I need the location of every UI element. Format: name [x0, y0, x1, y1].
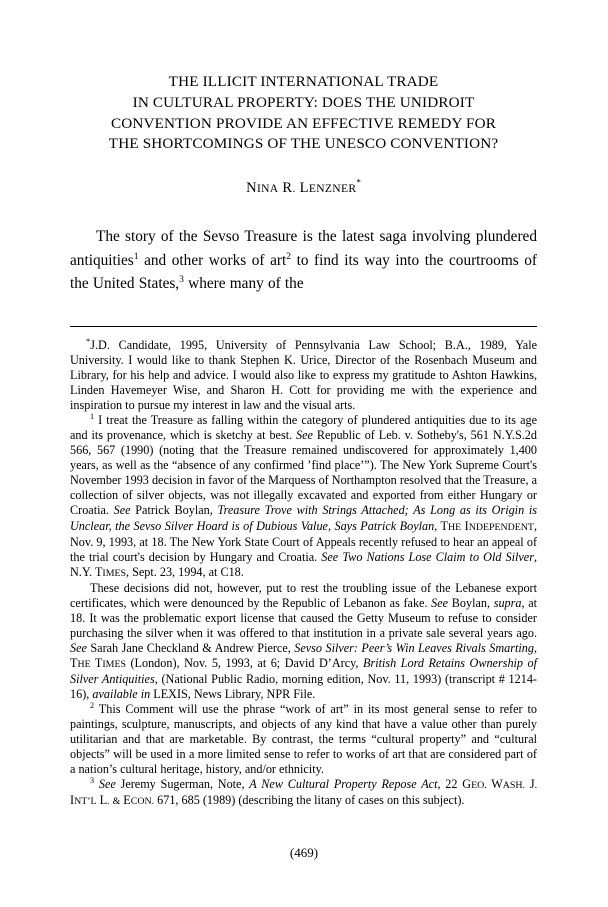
title-line-2: IN CULTURAL PROPERTY: DOES THE UNIDROIT: [132, 93, 475, 111]
footnote-divider-rule: [70, 326, 537, 327]
article-title: [70, 72, 537, 155]
page-content: [70, 0, 537, 809]
page-number: (469): [289, 845, 319, 860]
footnote-1-para-2: These decisions did not, however, put to rest the troubling issue of the Lebanese export certificates, which were denounced by the Republic of Lebanon as fake. See Boylan, supra, at 18. It was the problematic export license that caused the Getty Museum to refuse to consider purchasing the silver when it was offered to that institution in a private sale several years ago. See Sarah Jane Checkland & Andrew Pierce, Sevso Silver: Peer’s Win Leaves Rivals Smarting, THE TIMES (London), Nov. 5, 1993, at 6; David D’Arcy, British Lord Retains Ownership of Silver Antiquities, (National Public Radio, morning edition, Nov. 11, 1993) (transcript # 1214-16), available in LEXIS, News Library, NPR File.: [70, 580, 538, 702]
author-footnote-marker: *: [356, 177, 361, 188]
footnote-star: *J.D. Candidate, 1995, University of Pennsylvania Law School; B.A., 1989, Yale University. I would like to thank Stephen K. Urice, Director of the Rosenbach Museum and Library, for his help and advice. I would also like to express my gratitude to Ashton Hawkins, Linden Havemeyer Wise, and Sharon H. Cott for providing me with the experience and inspiration to pursue my interest in law and the visual arts.: [70, 335, 537, 413]
footnote-3: $^3$ See Jeremy Sugerman, Note, A New Cultural Property Repose Act, 22 GEO. WASH. J. INT’L L. & ECON. 671, 685 (1989) (describing the litany of cases on this subject).: [70, 776, 538, 808]
title-line-3: CONVENTION PROVIDE AN EFFECTIVE REMEDY FOR: [110, 114, 496, 132]
footnote-1-para-1: $^1$ I treat the Treasure as falling within the category of plundered antiquities due to its age and its provenance, which is sketchy at best. See Republic of Leb. v. Sotheby's, 561 N.Y.S.2d 566, 567 (1990) (noting that the Treasure remained undiscovered for approximately 1,400 years, as well as the “absence of any confirmed ’find place’”). The New York Supreme Court's November 1993 decision in favor of the Marquess of Northampton resolved that the Treasure, a collection of silver objects, was not illegally excavated and exported from either Hungary or Croatia. See Patrick Boylan, Treasure Trove with Strings Attached; As Long as its Origin is Unclear, the Sevso Silver Hoard is of Dubious Value, Says Patrick Boylan, THE INDEPENDENT, Nov. 9, 1993, at 18. The New York State Court of Appeals recently refused to hear an appeal of the trial court's decision by Hungary and Croatia. See Two Nations Lose Claim to Old Silver, N.Y. TIMES, Sept. 23, 1994, at C18.: [70, 412, 538, 579]
body-paragraph: The story of the Sevso Treasure is the latest saga involving plundered antiquities$^1$ and other works of art$^2$ to find its way into the courtrooms of the United States,$^3$ where many of the: [70, 228, 537, 293]
author-name: NINA R. LENZNER: [246, 180, 357, 197]
footnote-2: $^2$ This Comment will use the phrase “work of art” in its most general sense to refer to paintings, sculpture, manuscripts, and objects of any kind that have a value other than purely utilitarian and that are marketable. By contrast, the terms “cultural property” and “cultural objects” will be used in a more limited sense to refer to works of art that are considered part of a nation’s cultural heritage, history, and/or ethnicity.: [70, 701, 537, 777]
footnotes-section: [70, 335, 538, 809]
author-byline: [70, 179, 537, 198]
title-line-4: THE SHORTCOMINGS OF THE UNESCO CONVENTION?: [108, 135, 499, 153]
title-line-1: THE ILLICIT INTERNATIONAL TRADE: [168, 73, 439, 90]
